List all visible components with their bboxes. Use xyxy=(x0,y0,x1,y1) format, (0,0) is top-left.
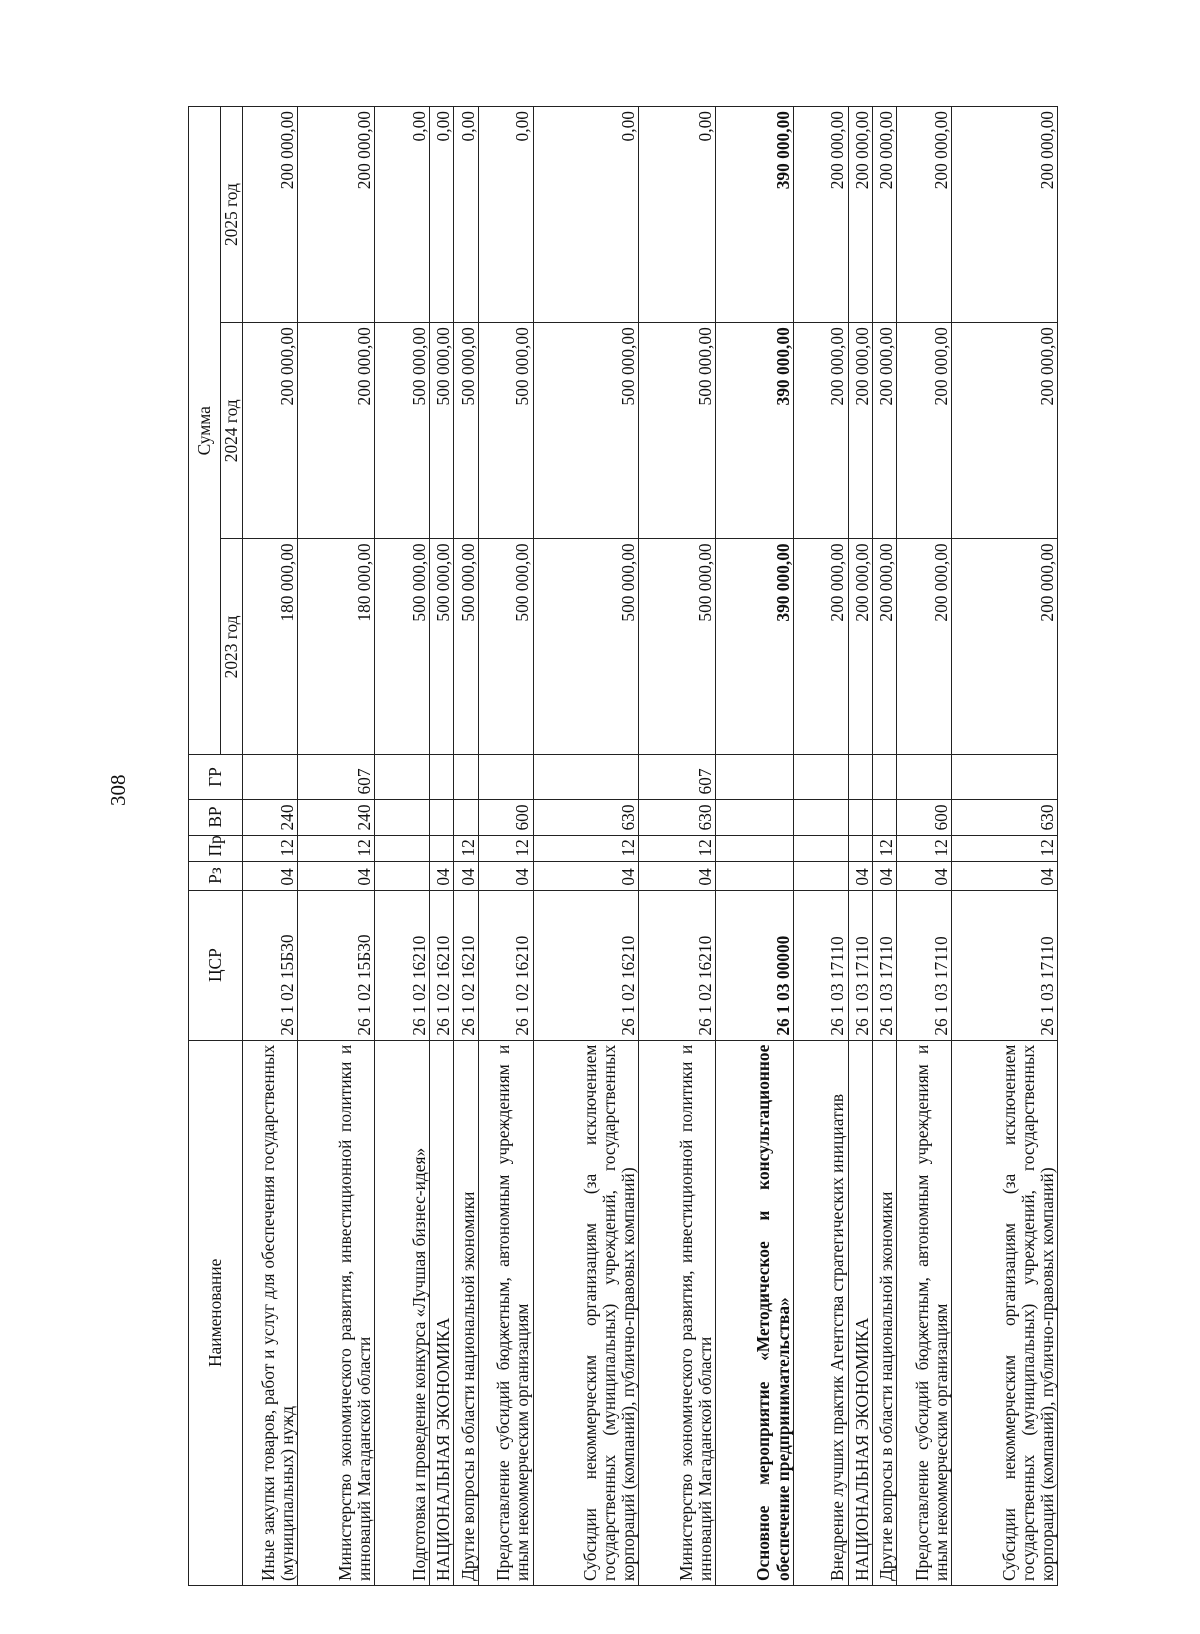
cell-2024: 200 000,00 xyxy=(872,323,896,539)
cell-name: Другие вопросы в области национальной экономики xyxy=(872,1040,896,1585)
cell-csr: 26 1 02 16210 xyxy=(454,890,478,1040)
cell-2023: 200 000,00 xyxy=(897,539,952,755)
cell-2024: 500 000,00 xyxy=(639,323,716,539)
cell-vr xyxy=(375,799,430,835)
cell-vr xyxy=(872,799,896,835)
cell-csr: 26 1 02 16210 xyxy=(533,890,639,1040)
cell-pr: 12 xyxy=(478,835,533,861)
cell-2024: 200 000,00 xyxy=(793,323,848,539)
cell-2025: 200 000,00 xyxy=(793,107,848,323)
cell-csr: 26 1 03 17110 xyxy=(848,890,872,1040)
cell-2023: 500 000,00 xyxy=(478,539,533,755)
cell-rz: 04 xyxy=(639,861,716,890)
table-row xyxy=(243,107,298,1586)
cell-2023: 500 000,00 xyxy=(375,539,430,755)
header-name: Наименование xyxy=(189,1040,243,1585)
cell-csr: 26 1 03 17110 xyxy=(952,890,1058,1040)
cell-gr xyxy=(848,755,872,799)
cell-2023: 500 000,00 xyxy=(639,539,716,755)
cell-2024: 390 000,00 xyxy=(716,323,793,539)
cell-rz xyxy=(375,861,430,890)
table-row xyxy=(533,107,639,1586)
header-gr: ГР xyxy=(189,755,243,799)
cell-pr: 12 xyxy=(952,835,1058,861)
cell-2023: 500 000,00 xyxy=(429,539,453,755)
header-pr: Пр xyxy=(189,835,243,861)
cell-rz: 04 xyxy=(243,861,298,890)
cell-rz: 04 xyxy=(872,861,896,890)
cell-vr xyxy=(429,799,453,835)
table-row xyxy=(375,107,430,1586)
cell-vr xyxy=(848,799,872,835)
cell-gr xyxy=(897,755,952,799)
header-csr: ЦСР xyxy=(189,890,243,1040)
cell-name: Субсидии некоммерческим организациям (за исключением государственных (муниципальных) учреждений, государственных корпораций (компаний), публично-правовых компаний) xyxy=(952,1040,1058,1585)
cell-2023: 180 000,00 xyxy=(297,539,374,755)
cell-rz: 04 xyxy=(454,861,478,890)
cell-vr: 630 xyxy=(533,799,639,835)
cell-gr xyxy=(716,755,793,799)
cell-2023: 500 000,00 xyxy=(454,539,478,755)
cell-rz: 04 xyxy=(478,861,533,890)
cell-csr: 26 1 02 16210 xyxy=(639,890,716,1040)
header-row xyxy=(189,107,221,1586)
cell-gr: 607 xyxy=(639,755,716,799)
cell-2024: 200 000,00 xyxy=(897,323,952,539)
cell-gr xyxy=(375,755,430,799)
cell-2025: 200 000,00 xyxy=(872,107,896,323)
cell-2023: 200 000,00 xyxy=(848,539,872,755)
cell-pr: 12 xyxy=(897,835,952,861)
header-rz: Рз xyxy=(189,861,243,890)
cell-2024: 200 000,00 xyxy=(243,323,298,539)
cell-rz xyxy=(716,861,793,890)
cell-name: Министерство экономического развития, инвестиционной политики и инноваций Магаданской области xyxy=(639,1040,716,1585)
cell-pr xyxy=(375,835,430,861)
cell-rz: 04 xyxy=(533,861,639,890)
cell-vr xyxy=(454,799,478,835)
cell-rz: 04 xyxy=(429,861,453,890)
cell-name: Внедрение лучших практик Агентства стратегических инициатив xyxy=(793,1040,848,1585)
cell-csr: 26 1 03 17110 xyxy=(897,890,952,1040)
cell-2024: 500 000,00 xyxy=(533,323,639,539)
table-row xyxy=(454,107,478,1586)
cell-2023: 180 000,00 xyxy=(243,539,298,755)
cell-csr: 26 1 03 17110 xyxy=(793,890,848,1040)
cell-2025: 200 000,00 xyxy=(243,107,298,323)
cell-csr: 26 1 03 00000 xyxy=(716,890,793,1040)
cell-2023: 200 000,00 xyxy=(872,539,896,755)
cell-name: НАЦИОНАЛЬНАЯ ЭКОНОМИКА xyxy=(848,1040,872,1585)
cell-gr xyxy=(429,755,453,799)
cell-2023: 200 000,00 xyxy=(952,539,1058,755)
budget-table xyxy=(188,106,1058,1586)
cell-name: Основное мероприятие «Методическое и консультационное обеспечение предпринимательства» xyxy=(716,1040,793,1585)
cell-2024: 500 000,00 xyxy=(454,323,478,539)
cell-name: Другие вопросы в области национальной экономики xyxy=(454,1040,478,1585)
cell-csr: 26 1 02 15Б30 xyxy=(297,890,374,1040)
cell-name: Министерство экономического развития, инвестиционной политики и инноваций Магаданской области xyxy=(297,1040,374,1585)
cell-pr: 12 xyxy=(454,835,478,861)
cell-name: НАЦИОНАЛЬНАЯ ЭКОНОМИКА xyxy=(429,1040,453,1585)
cell-2025: 0,00 xyxy=(478,107,533,323)
cell-2024: 200 000,00 xyxy=(952,323,1058,539)
cell-csr: 26 1 02 16210 xyxy=(478,890,533,1040)
cell-csr: 26 1 03 17110 xyxy=(872,890,896,1040)
cell-2025: 0,00 xyxy=(375,107,430,323)
table-body xyxy=(243,107,1058,1586)
header-2024: 2024 год xyxy=(221,323,243,539)
cell-gr: 607 xyxy=(297,755,374,799)
cell-2025: 0,00 xyxy=(454,107,478,323)
cell-2025: 0,00 xyxy=(429,107,453,323)
table-row xyxy=(478,107,533,1586)
table-row xyxy=(716,107,793,1586)
cell-gr xyxy=(952,755,1058,799)
cell-2025: 390 000,00 xyxy=(716,107,793,323)
cell-vr: 600 xyxy=(897,799,952,835)
cell-2023: 200 000,00 xyxy=(793,539,848,755)
cell-pr: 12 xyxy=(243,835,298,861)
cell-2023: 390 000,00 xyxy=(716,539,793,755)
cell-vr: 240 xyxy=(243,799,298,835)
cell-pr: 12 xyxy=(297,835,374,861)
cell-vr xyxy=(716,799,793,835)
cell-gr xyxy=(454,755,478,799)
header-2023: 2023 год xyxy=(221,539,243,755)
table-row xyxy=(297,107,374,1586)
cell-2025: 0,00 xyxy=(533,107,639,323)
cell-2024: 200 000,00 xyxy=(848,323,872,539)
table-row xyxy=(639,107,716,1586)
cell-2024: 500 000,00 xyxy=(478,323,533,539)
cell-2025: 200 000,00 xyxy=(897,107,952,323)
budget-table-wrapper xyxy=(188,106,1058,1586)
cell-2025: 200 000,00 xyxy=(848,107,872,323)
cell-vr: 630 xyxy=(639,799,716,835)
cell-rz: 04 xyxy=(952,861,1058,890)
header-2025: 2025 год xyxy=(221,107,243,323)
cell-name: Подготовка и проведение конкурса «Лучшая бизнес-идея» xyxy=(375,1040,430,1585)
table-row xyxy=(872,107,896,1586)
cell-gr xyxy=(872,755,896,799)
cell-vr: 600 xyxy=(478,799,533,835)
cell-vr: 630 xyxy=(952,799,1058,835)
cell-rz: 04 xyxy=(848,861,872,890)
table-row xyxy=(897,107,952,1586)
cell-2025: 200 000,00 xyxy=(952,107,1058,323)
cell-name: Предоставление субсидий бюджетным, автономным учреждениям и иным некоммерческим организациям xyxy=(478,1040,533,1585)
cell-2024: 500 000,00 xyxy=(375,323,430,539)
cell-pr xyxy=(793,835,848,861)
cell-rz: 04 xyxy=(897,861,952,890)
cell-pr: 12 xyxy=(872,835,896,861)
cell-name: Иные закупки товаров, работ и услуг для обеспечения государственных (муниципальных) нужд xyxy=(243,1040,298,1585)
cell-csr: 26 1 02 15Б30 xyxy=(243,890,298,1040)
cell-rz xyxy=(793,861,848,890)
cell-2025: 200 000,00 xyxy=(297,107,374,323)
page-number: 308 xyxy=(106,774,130,806)
cell-gr xyxy=(478,755,533,799)
cell-pr: 12 xyxy=(639,835,716,861)
cell-pr xyxy=(429,835,453,861)
cell-gr xyxy=(533,755,639,799)
table-row xyxy=(429,107,453,1586)
cell-pr xyxy=(716,835,793,861)
cell-csr: 26 1 02 16210 xyxy=(375,890,430,1040)
table-row xyxy=(793,107,848,1586)
table-row xyxy=(848,107,872,1586)
cell-2024: 500 000,00 xyxy=(429,323,453,539)
table-row xyxy=(952,107,1058,1586)
cell-2023: 500 000,00 xyxy=(533,539,639,755)
cell-name: Субсидии некоммерческим организациям (за исключением государственных (муниципальных) учреждений, государственных корпораций (компаний), публично-правовых компаний) xyxy=(533,1040,639,1585)
cell-csr: 26 1 02 16210 xyxy=(429,890,453,1040)
cell-vr xyxy=(793,799,848,835)
header-sum: Сумма xyxy=(189,107,221,756)
cell-2024: 200 000,00 xyxy=(297,323,374,539)
cell-2025: 0,00 xyxy=(639,107,716,323)
cell-pr: 12 xyxy=(533,835,639,861)
cell-pr xyxy=(848,835,872,861)
header-vr: ВР xyxy=(189,799,243,835)
cell-name: Предоставление субсидий бюджетным, автономным учреждениям и иным некоммерческим организациям xyxy=(897,1040,952,1585)
cell-gr xyxy=(243,755,298,799)
cell-gr xyxy=(793,755,848,799)
cell-rz: 04 xyxy=(297,861,374,890)
cell-vr: 240 xyxy=(297,799,374,835)
